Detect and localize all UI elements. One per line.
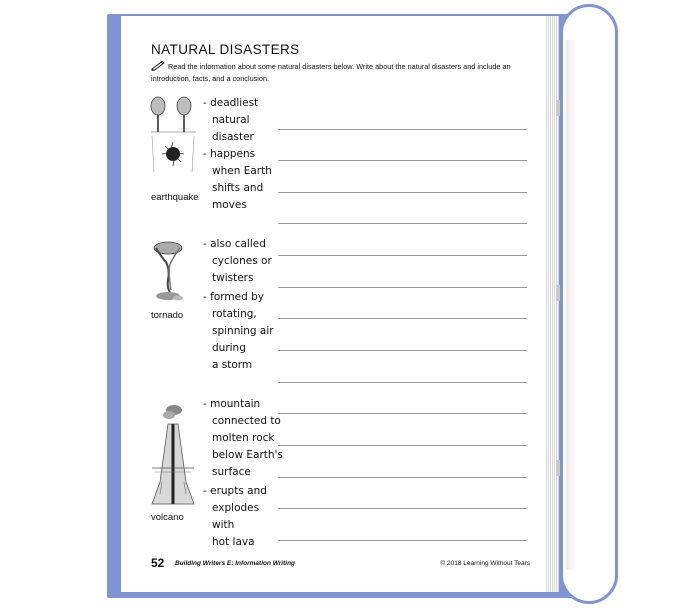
fact-line: - formed by (203, 291, 264, 303)
writing-line[interactable] (278, 287, 527, 288)
fact-line: explodes (212, 502, 260, 514)
fact-line: - erupts and (203, 485, 267, 497)
writing-line[interactable] (278, 255, 527, 256)
writing-line[interactable] (278, 445, 527, 446)
fact-line: spinning air (212, 325, 274, 337)
book-title: Building Writers E: Information Writing (175, 560, 296, 567)
writing-line[interactable] (278, 508, 527, 509)
fact-line: during (212, 342, 246, 354)
fact-line: moves (212, 199, 247, 211)
fact-line: - also called (203, 238, 266, 250)
writing-line[interactable] (278, 129, 527, 130)
fact-line: a storm (212, 359, 253, 371)
writing-line[interactable] (278, 477, 527, 478)
fact-line: shifts and (212, 182, 264, 194)
instructions-text: Read the information about some natural disasters below. Write about the natural disasters and include an introduction, facts, and a conclusion. (151, 62, 511, 83)
fact-line: - deadliest (203, 97, 259, 109)
disaster-label-earthquake: earthquake (151, 192, 199, 203)
writing-line[interactable] (278, 540, 527, 541)
fact-line: natural (212, 114, 250, 126)
fact-line: rotating, (212, 308, 257, 320)
writing-line[interactable] (278, 318, 527, 319)
fact-line: - happens (203, 148, 256, 160)
writing-line[interactable] (278, 192, 527, 193)
writing-line[interactable] (278, 350, 527, 351)
earthquake-illustration (148, 92, 200, 182)
writing-line[interactable] (278, 223, 527, 224)
fact-line: surface (212, 466, 251, 478)
rolled-page-shade (566, 40, 576, 570)
fact-line: below Earth's (212, 449, 283, 461)
fact-line: cyclones or (212, 255, 272, 267)
disaster-label-tornado: tornado (151, 310, 184, 321)
fact-line: with (212, 519, 235, 531)
disaster-label-volcano: volcano (151, 512, 184, 523)
fact-line: disaster (212, 131, 254, 143)
volcano-illustration (150, 402, 196, 512)
fact-line: when Earth (212, 165, 272, 177)
fact-line: - mountain (203, 398, 261, 410)
copyright: © 2018 Learning Without Tears (440, 560, 530, 567)
fact-line: twisters (212, 272, 254, 284)
writing-line[interactable] (278, 382, 527, 383)
fact-line: connected to (212, 415, 281, 427)
tornado-illustration (150, 240, 190, 305)
writing-line[interactable] (278, 160, 527, 161)
fact-line: hot lava (212, 536, 255, 548)
page-title: NATURAL DISASTERS (151, 42, 300, 57)
page-number: 52 (151, 556, 165, 570)
fact-line: molten rock (212, 432, 275, 444)
pencil-icon (151, 61, 165, 71)
writing-line[interactable] (278, 413, 527, 414)
